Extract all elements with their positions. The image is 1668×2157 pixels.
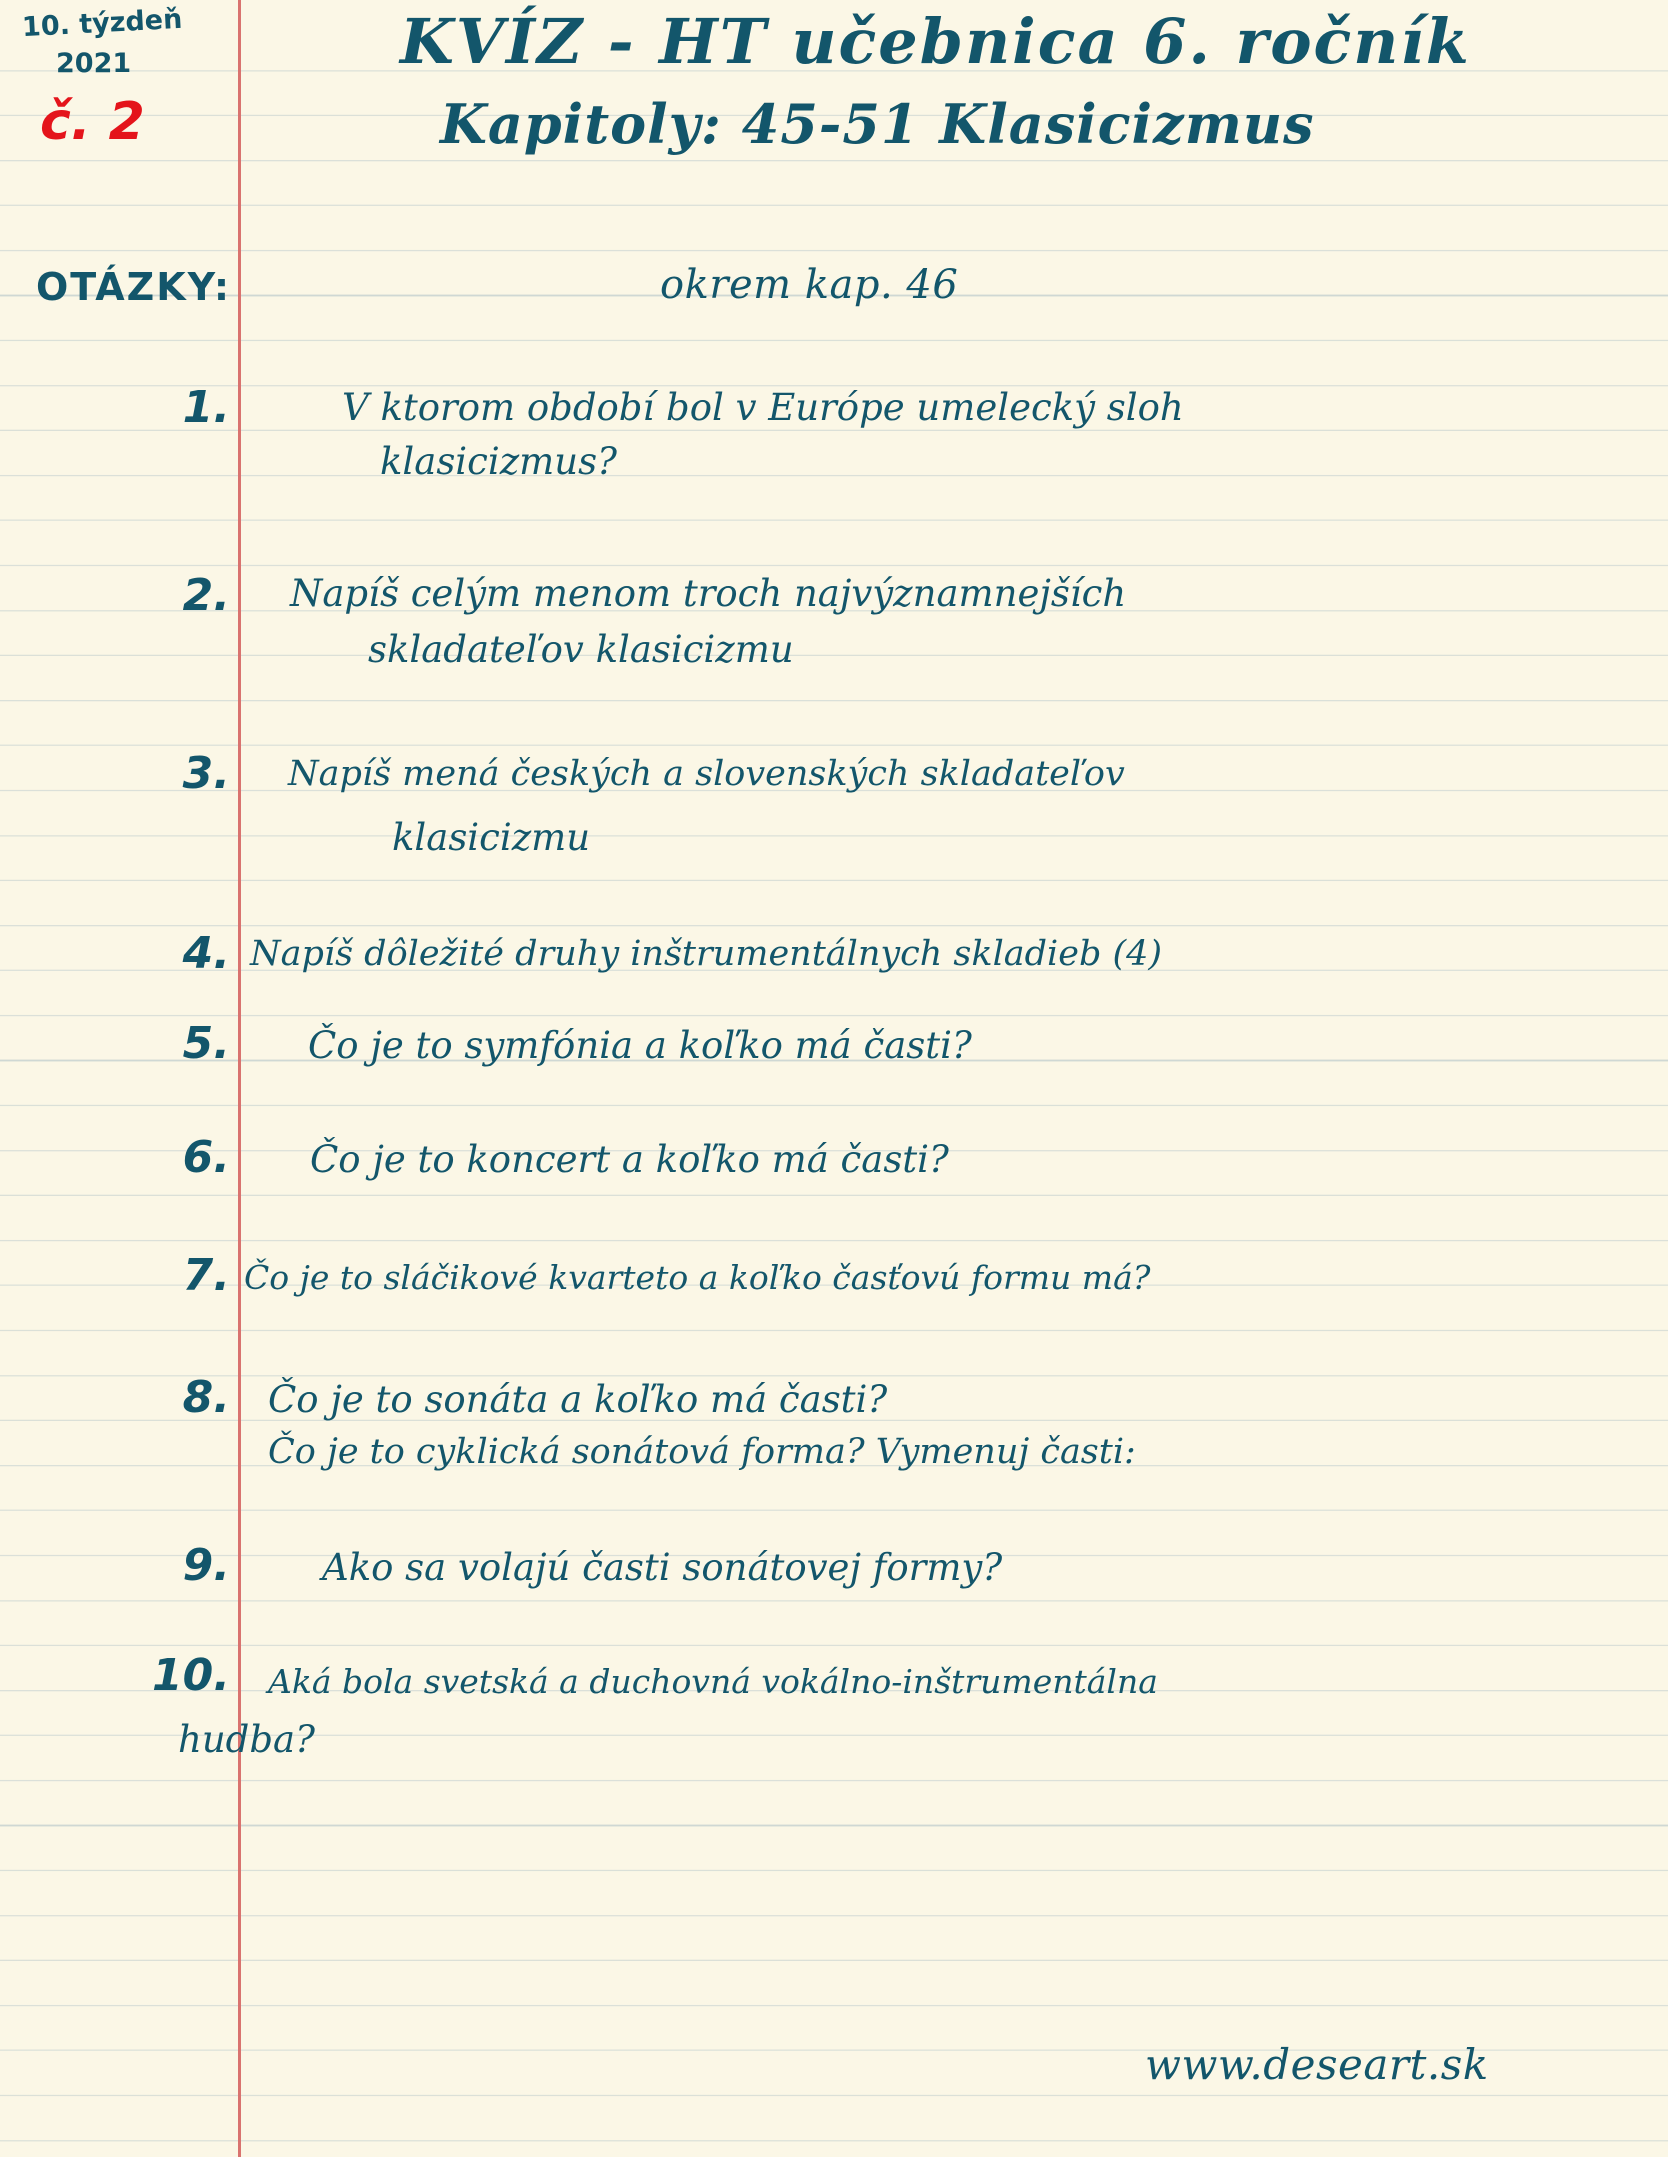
question-number: 6.	[182, 1132, 230, 1183]
question-text-line: hudba?	[178, 1718, 315, 1761]
question-text-line: Aká bola svetská a duchovná vokálno-inštrumentálna	[268, 1662, 1158, 1701]
question-text-line: klasicizmus?	[380, 440, 617, 483]
question-number: 8.	[182, 1372, 230, 1423]
page-subtitle: Kapitoly: 45-51 Klasicizmus	[440, 92, 1315, 156]
question-text-line: skladateľov klasicizmu	[368, 628, 794, 671]
question-text-line: Čo je to sláčikové kvarteto a koľko časťovú formu má?	[244, 1258, 1151, 1297]
date-year: 2021	[56, 48, 132, 79]
question-text-line: Čo je to koncert a koľko má časti?	[310, 1138, 949, 1181]
question-text-line: Napíš dôležité druhy inštrumentálnych skladieb (4)	[250, 934, 1163, 974]
question-text-line: Čo je to symfónia a koľko má časti?	[308, 1024, 972, 1067]
date-week: 10. týzdeň	[21, 3, 184, 44]
question-text-line: Napíš celým menom troch najvýznamnejších	[290, 572, 1127, 615]
question-number: 7.	[182, 1250, 230, 1301]
questions-heading: OTÁZKY:	[36, 265, 232, 309]
question-number: 1.	[182, 382, 230, 433]
footer-website-url: www.deseart.sk	[1145, 2040, 1489, 2089]
question-number: 5.	[182, 1018, 230, 1069]
question-text-line: klasicizmu	[392, 816, 591, 859]
question-text-line: Čo je to cyklická sonátová forma? Vymenuj časti:	[268, 1432, 1136, 1472]
question-text-line: Napíš mená českých a slovenských skladateľov	[288, 754, 1125, 794]
question-text-line: Ako sa volajú časti sonátovej formy?	[322, 1546, 1003, 1589]
question-number: 3.	[182, 748, 230, 799]
question-number: 10.	[152, 1650, 230, 1701]
page-title: KVÍZ - HT učebnica 6. ročník	[400, 5, 1471, 78]
question-number: 9.	[182, 1540, 230, 1591]
question-number: 2.	[182, 570, 230, 621]
except-chapter-note: okrem kap. 46	[660, 262, 959, 308]
question-number: 4.	[182, 928, 230, 979]
quiz-number: č. 2	[40, 92, 145, 152]
question-text-line: V ktorom období bol v Európe umelecký sloh	[342, 386, 1184, 429]
question-text-line: Čo je to sonáta a koľko má časti?	[268, 1378, 888, 1421]
red-margin-line	[238, 0, 241, 2157]
